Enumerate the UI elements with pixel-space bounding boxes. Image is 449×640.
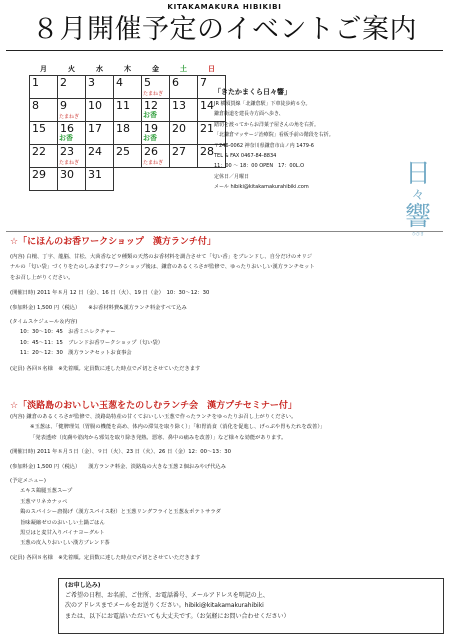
calendar-event-tag: たまねぎ: [59, 114, 80, 120]
menu-item: 玉葱の皮入りおいしい漢方ブレンド茶: [20, 540, 110, 547]
event-calendar: [29, 63, 226, 191]
contact-label: (お申し込み): [65, 582, 101, 589]
calendar-day-number: 1: [32, 76, 39, 89]
calendar-day: [30, 122, 58, 145]
weekday-thu: 木: [124, 65, 131, 73]
calendar-day-number: 28: [200, 145, 214, 158]
calendar-empty-cell: [142, 168, 170, 191]
shop-address: 〒246-0062 神奈川県鎌倉市山ノ内 1479-6: [214, 142, 314, 149]
calendar-day: [86, 168, 114, 191]
calendar-empty-cell: [170, 168, 198, 191]
page-title: ８月開催予定のイベントご案内: [32, 14, 417, 45]
shop-closed-day: 定休日／月曜日: [214, 173, 250, 180]
shop-line: 鎌倉街道を建長寺方面へ歩き、: [214, 111, 284, 118]
calendar-day: [142, 76, 170, 99]
calendar-day: [170, 122, 198, 145]
event-date: (開催日時) 2011 年８月 12 日（金）、16 日（火）、19 日（金） 10：30～12：30: [10, 290, 210, 297]
calendar-day-number: 29: [32, 168, 46, 181]
menu-item: 玉葱マリネカナッペ: [20, 498, 68, 505]
contact-line: または、以下にお電話いただいても大丈夫です。（お気軽にお問い合わせください）: [65, 612, 290, 620]
event-content: ※玉葱は、「健脾理気（胃腸の機能を高め、体内の滞気を取り除く）」「和胃消食（消化を促進し、げっぷや胃もたれを改善）」: [30, 424, 326, 431]
contact-line: ご希望の日程、お名前、ご住所、お電話番号、メールアドレスを明記の上、: [65, 592, 269, 600]
weekday-fri: 金: [152, 65, 159, 73]
calendar-day-number: 2: [60, 76, 67, 89]
menu-item: 黒豆はと麦甘入りパイナヨーグルト: [20, 530, 105, 537]
calendar-event-tag: お香: [59, 134, 73, 142]
calendar-day-number: 13: [172, 99, 186, 112]
calendar-week-row: [30, 168, 226, 191]
calendar-day-number: 17: [88, 122, 102, 135]
calendar-event-tag: お香: [143, 134, 157, 142]
shop-line: 「北鎌倉マッサージ治療院」看板手前の階段を右折。: [214, 132, 334, 139]
calendar-day-number: 27: [172, 145, 186, 158]
schedule-item: 10：30～10：45 お香ミニレクチャー: [20, 329, 116, 336]
calendar-day-number: 20: [172, 122, 186, 135]
calendar-day: [58, 145, 86, 168]
contact-box: [58, 578, 444, 634]
calendar-day-number: 11: [116, 99, 130, 112]
calendar-day-number: 6: [172, 76, 179, 89]
logo-reading: ひびき: [412, 231, 424, 236]
event-incense-workshop: [10, 236, 440, 374]
calendar-day: [58, 122, 86, 145]
calendar-day: [142, 99, 170, 122]
weekday-sat: 土: [180, 65, 187, 73]
calendar-day: [30, 76, 58, 99]
calendar-day-number: 24: [88, 145, 102, 158]
schedule-label: (タイムスケジュール＆内容): [10, 319, 78, 326]
calendar-day: [86, 99, 114, 122]
header-divider: [6, 50, 443, 51]
calendar-day-number: 21: [200, 122, 214, 135]
calendar-day: [114, 122, 142, 145]
calendar-day-number: 25: [116, 145, 130, 158]
calendar-event-tag: たまねぎ: [59, 160, 80, 166]
calendar-day-number: 26: [144, 145, 158, 158]
calendar-day: [170, 76, 198, 99]
shop-line: JR 横須賀線「北鎌倉駅」下車徒歩約６分。: [214, 101, 311, 107]
event-content: ナルの「匂い袋」づくりをたのしみます♪ワークショップ後は、鎌倉のあるくろさが監修で、ゆったりおいしい漢方ランチセット: [10, 264, 315, 271]
event-capacity: (定員) 各回８名様 ※先着順。定員数に達した時点で〆切とさせていただきます: [10, 365, 201, 372]
event-onion-lunch: [10, 400, 440, 563]
calendar-day: [58, 99, 86, 122]
calendar-day-number: 22: [32, 145, 46, 158]
calendar-day-number: 15: [32, 122, 46, 135]
shop-hours: 11：00 ～ 18：00 OPEN 17：00L.O: [214, 163, 305, 170]
calendar-day: [114, 99, 142, 122]
weekday-wed: 水: [96, 65, 103, 73]
calendar-day-number: 19: [144, 122, 158, 135]
event-content: をお召し上がりください。: [10, 274, 74, 281]
weekday-tue: 火: [68, 65, 75, 73]
calendar-week-row: [30, 122, 226, 145]
calendar-day-number: 12: [144, 99, 158, 112]
shop-info: [214, 85, 394, 193]
contact-email-line: 次のアドレスまでメールをお送りください。hibiki@kitakamakurahibiki: [65, 602, 264, 610]
calendar-day-number: 5: [144, 76, 151, 89]
section-divider: [6, 231, 443, 232]
calendar-day: [86, 76, 114, 99]
calendar-day: [86, 145, 114, 168]
calendar-day-number: 30: [60, 168, 74, 181]
calendar-day-number: 18: [116, 122, 130, 135]
logo-char: 響: [404, 202, 431, 232]
calendar-day: [170, 99, 198, 122]
calendar-empty-cell: [114, 168, 142, 191]
calendar-day: [142, 122, 170, 145]
event-title: ☆「にほんのお香ワークショップ 漢方ランチ付」: [10, 237, 216, 247]
menu-item: 鶏のスパイシー唐揚げ（漢方スパイス粉）と玉葱リングフライと玉葱＆ポテトサラダ: [20, 509, 221, 516]
calendar-day: [58, 168, 86, 191]
calendar-day-number: 8: [32, 99, 39, 112]
weekday-sun: 日: [208, 65, 215, 73]
calendar-day-number: 4: [116, 76, 123, 89]
shop-email: メール hibiki@kitakamakurahibiki.com: [214, 184, 309, 191]
hibiki-logo: [398, 160, 438, 240]
calendar-day: [142, 145, 170, 168]
calendar-weekday-row: [30, 63, 226, 76]
calendar-week-row: [30, 145, 226, 168]
logo-char: 々: [411, 188, 425, 203]
event-fee: (参加料金) 1,500 円（税込） 漢方ランチ料金、淡路島の大きな玉葱２個おみやげ代込み: [10, 463, 227, 470]
schedule-item: 11：20～12：30 漢方ランチセットお食事会: [20, 350, 132, 357]
calendar-event-tag: たまねぎ: [143, 160, 164, 166]
shop-name: 「きたかまくら日々響」: [214, 88, 291, 96]
calendar-day-number: 7: [200, 76, 207, 89]
calendar-week-row: [30, 99, 226, 122]
calendar-day: [30, 145, 58, 168]
event-content: (内容) 白檀、丁字、龍脳、甘松、大茴香など９種類の天然のお香材料を調合させて「匂い香」をブレンドし、自分だけのオリジ: [10, 254, 313, 260]
menu-item: エキス鶏腿玉葱スープ: [20, 488, 73, 495]
calendar-day-number: 16: [60, 122, 74, 135]
event-title: ☆「淡路島のおいしい玉葱をたのしむランチ会 漢方プチセミナー付」: [10, 401, 297, 411]
calendar-event-tag: たまねぎ: [143, 91, 164, 97]
event-date: (開催日時) 2011 年８月５日（金）、９日（火）、23 日（火）、26 日（金）12：00～13：30: [10, 449, 232, 456]
calendar-day-number: 23: [60, 145, 74, 158]
logo-char: 日: [404, 159, 431, 189]
event-content: 「発表透疹（皮膚や筋肉から邪気を取り除き発熱、悪寒、鼻中の痛みを改善）」など様々な効能があります。: [30, 434, 287, 441]
calendar-day: [114, 76, 142, 99]
shop-line: 踏切を渡ってからお洋菓子屋さんの角を右折。: [214, 121, 320, 128]
calendar-day-number: 14: [200, 99, 214, 112]
calendar-day: [30, 99, 58, 122]
calendar-day: [30, 168, 58, 191]
calendar-day: [170, 145, 198, 168]
calendar-day-number: 3: [88, 76, 95, 89]
schedule-item: 10：45～11：15 ブレンドお香ワークショップ（匂い袋）: [20, 339, 164, 346]
event-fee: (参加料金) 1,500 円（税込） ※お香材料費&漢方ランチ料金すべて込み: [10, 304, 187, 311]
event-content: (内容) 鎌倉のあるくろさが監修で、淡路島特産の甘くておいしい玉葱で作ったランチをゆったりお召し上がりください。: [10, 414, 297, 420]
shop-phone: TEL & FAX 0467-84-8834: [214, 153, 277, 160]
menu-item: 旨味凝縮ゼロのおいしい土鍋ごはん: [20, 519, 105, 526]
brand-name: KITAKAMAKURA HIBIKIBI: [167, 3, 282, 11]
calendar-day-number: 9: [60, 99, 67, 112]
calendar-day: [86, 122, 114, 145]
event-capacity: (定員) 各回８名様 ※先着順。定員数に達した時点で〆切とさせていただきます: [10, 554, 201, 561]
weekday-mon: 月: [40, 65, 47, 73]
menu-label: (予定メニュー): [10, 478, 46, 485]
calendar-day-number: 10: [88, 99, 102, 112]
calendar-day-number: 31: [88, 168, 102, 181]
calendar-week-row: [30, 76, 226, 99]
calendar-day: [58, 76, 86, 99]
calendar-day: [114, 145, 142, 168]
calendar-event-tag: お香: [143, 111, 157, 119]
